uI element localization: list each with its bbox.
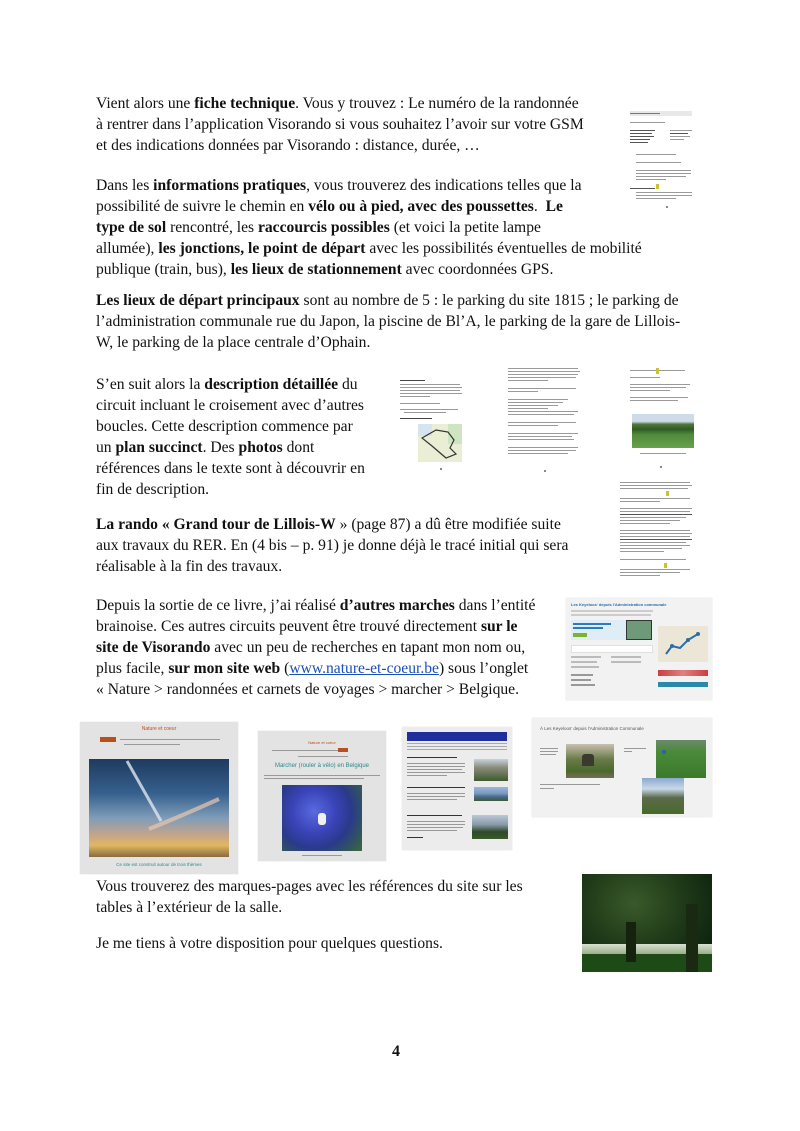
text: avec un peu de recherches en tapant mon nom ou, bbox=[210, 639, 526, 656]
bold-text: description détaillée bbox=[204, 376, 339, 393]
text: circuit incluant le croisement avec d’autres bbox=[96, 397, 365, 414]
text: à rentrer dans l’application Visorando si vous souhaitez l’avoir sur votre GSM bbox=[96, 116, 584, 133]
text: , vous trouverez des indications telles que la bbox=[306, 177, 582, 194]
bold-text: La rando « Grand tour de Lillois-W bbox=[96, 516, 336, 533]
paragraph-disposition bbox=[96, 933, 443, 954]
text: Vient alors une bbox=[96, 95, 195, 112]
text: publique (train, bus), bbox=[96, 261, 231, 278]
visorando-app-banner bbox=[571, 620, 651, 640]
website-link[interactable]: www.nature-et-coeur.be bbox=[289, 660, 439, 677]
visorando-website-screenshot bbox=[566, 598, 712, 700]
visorando-action-button bbox=[658, 682, 708, 687]
site-title: Nature et coeur bbox=[141, 726, 177, 732]
bold-text: informations pratiques bbox=[153, 177, 307, 194]
tree-trunk bbox=[686, 904, 698, 972]
paragraph-autres-marches bbox=[96, 595, 535, 700]
bold-text: fiche technique bbox=[194, 95, 296, 112]
bold-text: les jonctions, le point de départ bbox=[158, 240, 366, 257]
visorando-title: Les Keyeloos' depuis l'Administration communale bbox=[571, 602, 667, 607]
lamp-icon bbox=[664, 563, 667, 568]
fiche-technique-thumbnail bbox=[626, 108, 716, 208]
nav-home-active bbox=[100, 737, 116, 742]
bold-text: Le bbox=[545, 198, 563, 215]
text: références dans le texte sont à découvrir en bbox=[96, 460, 365, 477]
lamp-icon bbox=[656, 184, 659, 189]
paragraph-lieux-de-depart bbox=[96, 290, 680, 353]
trail-photo-3 bbox=[472, 815, 508, 839]
page-number: 4 bbox=[392, 1043, 400, 1060]
white-flower bbox=[318, 813, 326, 825]
nav-marcher-active bbox=[338, 748, 348, 752]
bold-text: raccourcis possibles bbox=[257, 219, 390, 236]
bold-text: les lieux de stationnement bbox=[230, 261, 402, 278]
bold-text: d’autres marches bbox=[339, 597, 455, 614]
text: . bbox=[533, 198, 546, 215]
bold-text: sur le bbox=[480, 618, 518, 635]
text: plus facile, bbox=[96, 660, 169, 677]
paragraph-fiche-technique bbox=[96, 93, 584, 156]
text: sont au nombre de 5 : le parking du site 1815 ; le parking de bbox=[299, 292, 679, 309]
field-photo-thumbnail bbox=[632, 414, 694, 448]
text: et des indications données par Visorando : distance, durée, … bbox=[96, 137, 480, 154]
paragraph-grand-tour bbox=[96, 514, 568, 577]
text: avec coordonnées GPS. bbox=[401, 261, 554, 278]
text: dont bbox=[282, 439, 315, 456]
trail-photo-2 bbox=[474, 787, 508, 801]
text: fin de description. bbox=[96, 481, 210, 498]
lamp-icon bbox=[666, 491, 669, 496]
visorando-description-screenshot bbox=[402, 727, 512, 850]
paragraph-informations-pratiques bbox=[96, 175, 642, 280]
bold-text: photos bbox=[238, 439, 283, 456]
text: ) sous l’onglet bbox=[438, 660, 529, 677]
route-map bbox=[658, 626, 708, 662]
tree-photo bbox=[582, 874, 712, 972]
download-button bbox=[573, 633, 587, 637]
text: Vous trouverez des marques-pages avec les références du site sur les bbox=[96, 878, 523, 895]
text: allumée), bbox=[96, 240, 159, 257]
bluebells-photo bbox=[282, 785, 362, 851]
bunker-photo bbox=[566, 744, 614, 778]
text: réalisable à la fin des travaux. bbox=[96, 558, 283, 575]
table-header bbox=[407, 732, 507, 741]
description-page-3-thumbnail bbox=[628, 366, 718, 472]
bold-text: plan succinct bbox=[115, 439, 203, 456]
bold-text: type de sol bbox=[96, 219, 167, 236]
bold-text: Les lieux de départ principaux bbox=[96, 292, 300, 309]
gps-device-image bbox=[626, 620, 652, 640]
text: rencontré, les bbox=[166, 219, 258, 236]
bold-text: vélo ou à pied, avec des poussettes bbox=[308, 198, 534, 215]
text: « Nature > randonnées et carnets de voyages > marcher > Belgique. bbox=[96, 681, 519, 698]
text: Depuis la sortie de ce livre, j’ai réalisé bbox=[96, 597, 340, 614]
bold-text: sur mon site web bbox=[168, 660, 281, 677]
paragraph-marques-pages bbox=[96, 876, 523, 918]
text: aux travaux du RER. En (4 bis – p. 91) je donne déjà le tracé initial qui sera bbox=[96, 537, 569, 554]
bunker bbox=[582, 754, 594, 766]
text: Je me tiens à votre disposition pour quelques questions. bbox=[96, 935, 443, 952]
text: . Vous y trouvez : Le numéro de la randonnée bbox=[295, 95, 579, 112]
site-tagline: Ce site est construit autour de trois thèmes bbox=[116, 862, 202, 867]
text: tables à l’extérieur de la salle. bbox=[96, 899, 283, 916]
text: brainoise. Ces autres circuits peuvent être trouvé directement bbox=[96, 618, 481, 635]
route-map-thumbnail bbox=[418, 424, 462, 462]
text: W, le parking de la place centrale d’Ophain. bbox=[96, 334, 371, 351]
text: » (page 87) a dû être modifiée suite bbox=[335, 516, 561, 533]
text: un bbox=[96, 439, 116, 456]
text: ( bbox=[280, 660, 290, 677]
slide-screenshot bbox=[532, 718, 712, 817]
trail-photo-1 bbox=[474, 759, 508, 781]
bold-text: site de Visorando bbox=[96, 639, 211, 656]
slide-title: À Les Keyeloos' depuis l'Administration Communale bbox=[540, 726, 644, 731]
landscape-photo bbox=[642, 778, 684, 814]
text: Dans les bbox=[96, 177, 154, 194]
tree-trunk bbox=[626, 922, 636, 962]
description-page-2-thumbnail bbox=[506, 366, 588, 472]
description-page-1-thumbnail bbox=[396, 372, 486, 472]
text: du bbox=[338, 376, 358, 393]
text: l’administration communale rue du Japon, la piscine de Bl’A, le parking de la gare de Lillois- bbox=[96, 313, 681, 330]
text: S’en suit alors la bbox=[96, 376, 205, 393]
text: avec les possibilités éventuelles de mobilité bbox=[365, 240, 642, 257]
paragraph-description-detaillee bbox=[96, 374, 365, 500]
text: possibilité de suivre le chemin en bbox=[96, 198, 309, 215]
sign bbox=[662, 750, 666, 754]
page-heading: Marcher (rouler à vélo) en Belgique bbox=[274, 763, 370, 769]
text: (et voici la petite lampe bbox=[389, 219, 541, 236]
site-home-screenshot bbox=[80, 722, 238, 874]
text: boucles. Cette description commence par bbox=[96, 418, 353, 435]
elevation-profile bbox=[658, 670, 708, 676]
grand-tour-page-thumbnail bbox=[616, 478, 718, 584]
lamp-icon bbox=[656, 368, 659, 374]
sunset-photo bbox=[89, 759, 229, 857]
field-photo bbox=[656, 740, 706, 778]
site-belgique-screenshot bbox=[258, 731, 386, 861]
text: dans l’entité bbox=[454, 597, 536, 614]
text: . Des bbox=[202, 439, 239, 456]
site-title: Nature et coeur bbox=[308, 740, 336, 745]
